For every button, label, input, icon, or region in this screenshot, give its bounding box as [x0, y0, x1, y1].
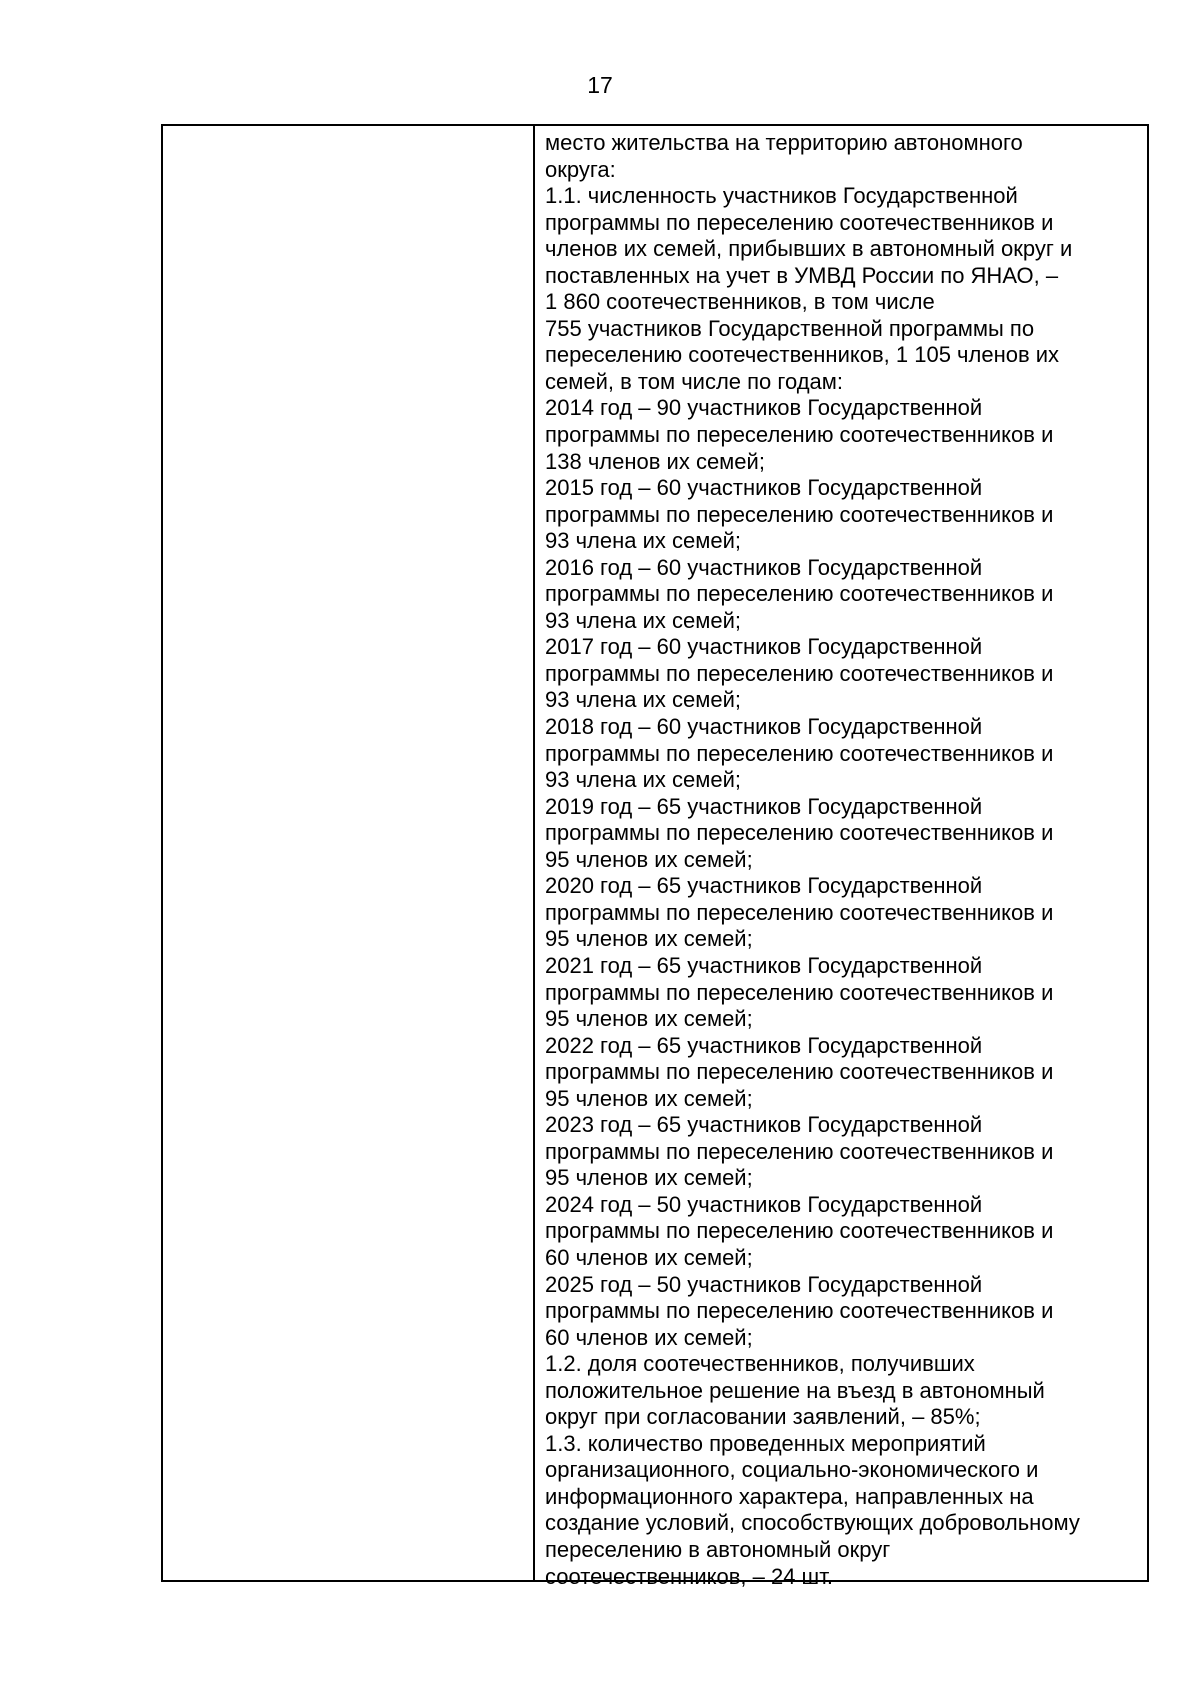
text-line: округ при согласовании заявлений, – 85%; — [545, 1404, 981, 1430]
text-line: информационного характера, направленных на — [545, 1483, 1034, 1509]
text-line: программы по переселению соотечественников и — [545, 1218, 1054, 1244]
text-line: 138 членов их семей; — [545, 448, 765, 474]
text-line: 95 членов их семей; — [545, 1006, 753, 1032]
text-line: 60 членов их семей; — [545, 1244, 753, 1270]
text-line: 95 членов их семей; — [545, 1165, 753, 1191]
text-line: программы по переселению соотечественников и — [545, 660, 1054, 686]
text-line: организационного, социально-экономического и — [545, 1457, 1039, 1483]
text-line: поставленных на учет в УМВД России по ЯНАО, – — [545, 262, 1059, 288]
document-table — [161, 124, 1149, 1589]
text-line: 95 членов их семей; — [545, 1085, 753, 1111]
right-cell-text — [545, 130, 1145, 1590]
text-line: 2023 год – 65 участников Государственной — [545, 1112, 983, 1138]
text-line: программы по переселению соотечественников и — [545, 740, 1054, 766]
text-line: программы по переселению соотечественников и — [545, 209, 1054, 235]
text-line: программы по переселению соотечественников и — [545, 581, 1054, 607]
text-line: 95 членов их семей; — [545, 846, 753, 872]
text-line: положительное решение на въезд в автономный — [545, 1377, 1045, 1403]
text-line: место жительства на территорию автономного — [545, 130, 1023, 155]
text-line: программы по переселению соотечественников и — [545, 422, 1054, 448]
text-line: 2022 год – 65 участников Государственной — [545, 1032, 983, 1058]
text-line: 2017 год – 60 участников Государственной — [545, 634, 983, 660]
text-line: 2021 год – 65 участников Государственной — [545, 952, 983, 978]
text-line: программы по переселению соотечественников и — [545, 1059, 1054, 1085]
text-line: членов их семей, прибывших в автономный округ и — [545, 236, 1073, 262]
text-line: 2015 год – 60 участников Государственной — [545, 475, 983, 501]
text-line: 60 членов их семей; — [545, 1324, 753, 1350]
text-line: переселению в автономный округ — [545, 1536, 891, 1562]
text-line: 1.3. количество проведенных мероприятий — [545, 1430, 986, 1456]
text-line: 93 члена их семей; — [545, 607, 742, 633]
text-line: программы по переселению соотечественников и — [545, 1138, 1054, 1164]
text-line: 2016 год – 60 участников Государственной — [545, 554, 983, 580]
text-line: округа: — [545, 156, 616, 182]
text-line: переселению соотечественников, 1 105 членов их — [545, 342, 1060, 368]
text-line: семей, в том числе по годам: — [545, 368, 844, 394]
text-line: 755 участников Государственной программы по — [545, 315, 1035, 341]
text-line: 95 членов их семей; — [545, 926, 753, 952]
text-line: программы по переселению соотечественников и — [545, 899, 1054, 925]
text-line: программы по переселению соотечественников и — [545, 501, 1054, 527]
text-line: программы по переселению соотечественников и — [545, 979, 1054, 1005]
text-line: 2014 год – 90 участников Государственной — [545, 395, 983, 421]
text-line: 2025 год – 50 участников Государственной — [545, 1271, 983, 1297]
text-line: 1 860 соотечественников, в том числе — [545, 289, 935, 315]
text-line: 2018 год – 60 участников Государственной — [545, 714, 983, 740]
text-line: 93 члена их семей; — [545, 528, 742, 554]
text-line: 93 члена их семей; — [545, 767, 742, 793]
text-line: 1.1. численность участников Государственной — [545, 183, 1018, 209]
text-line: 2024 год – 50 участников Государственной — [545, 1191, 983, 1217]
page-number: 17 — [587, 72, 613, 98]
text-line: 2020 год – 65 участников Государственной — [545, 873, 983, 899]
text-line: 1.2. доля соотечественников, получивших — [545, 1351, 975, 1377]
text-line: 93 члена их семей; — [545, 687, 742, 713]
column-divider — [533, 126, 535, 1580]
text-line: 2019 год – 65 участников Государственной — [545, 793, 983, 819]
text-line: программы по переселению соотечественников и — [545, 1298, 1054, 1324]
text-line: соотечественников, – 24 шт. — [545, 1563, 833, 1589]
text-line: программы по переселению соотечественников и — [545, 820, 1054, 846]
text-line: создание условий, способствующих добровольному — [545, 1510, 1080, 1536]
